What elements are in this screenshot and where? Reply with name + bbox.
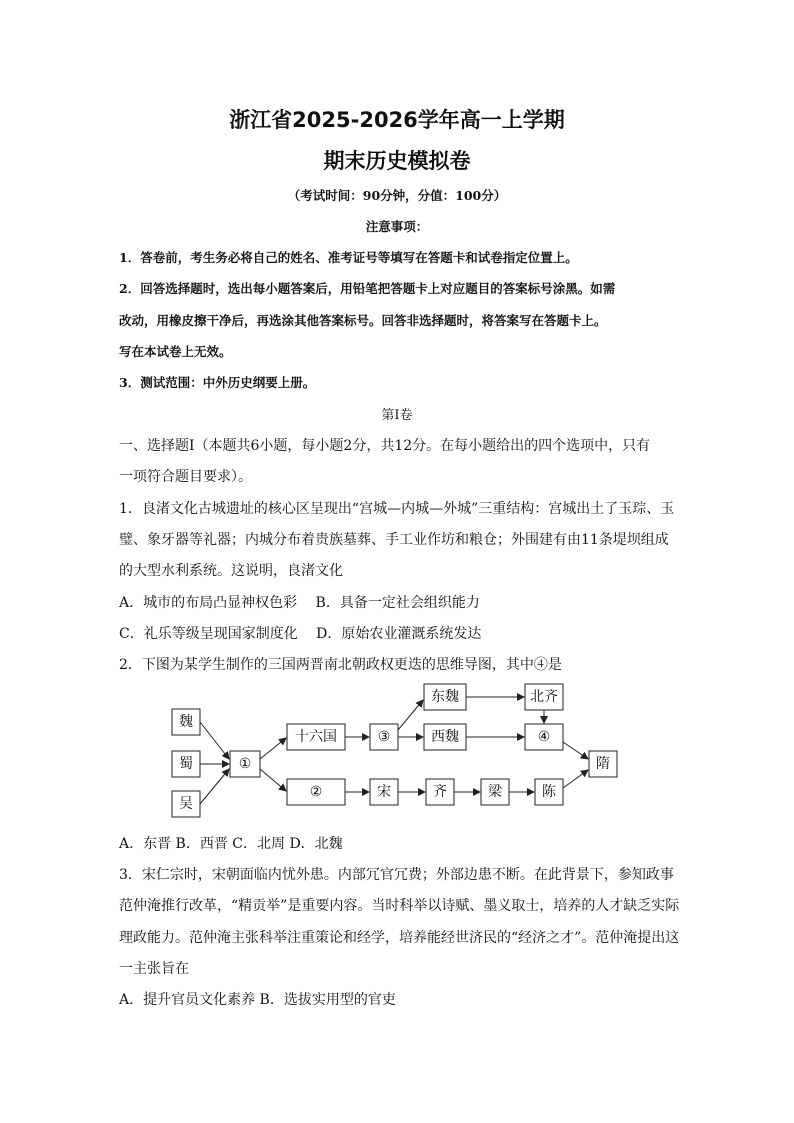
arrow-chen-sui — [563, 770, 588, 788]
q1-options-cd: C．礼乐等级呈现国家制度化 D．原始农业灌溉系统发达 — [119, 626, 482, 642]
section-title: 第Ⅰ卷 — [381, 408, 413, 423]
label-liang: 梁 — [488, 784, 502, 800]
section-intro-line2: 一项符合题目要求）。 — [119, 469, 252, 485]
label-n2: ② — [309, 784, 323, 800]
label-chen: 陈 — [542, 784, 556, 800]
q3-stem-line4: 一主张旨在 — [119, 961, 189, 977]
label-wu: 吴 — [179, 796, 193, 812]
label-wei: 魏 — [179, 714, 193, 730]
arrow-wei-n1 — [200, 722, 229, 759]
exam-title-line1: 浙江省2025-2026学年高一上学期 — [229, 108, 565, 132]
label-sixteen: 十六国 — [295, 729, 337, 745]
q2-options: A．东晋 B．西晋 C．北周 D．北魏 — [119, 836, 343, 852]
exam-title-line2: 期末历史模拟卷 — [323, 149, 471, 173]
arrow-n4-sui — [563, 742, 588, 759]
label-dongwei: 东魏 — [431, 689, 459, 705]
notice-item-2-end: 写在本试卷上无效。 — [119, 344, 232, 359]
label-n4: ④ — [537, 729, 551, 745]
label-xiwei: 西魏 — [431, 729, 459, 745]
arrow-n3-dongwei — [398, 700, 423, 730]
label-shu: 蜀 — [179, 756, 193, 772]
q3-stem-line2: 范仲淹推行改革，“精贡举”是重要内容。当时科举以诗赋、墨义取士，培养的人才缺乏实际 — [119, 898, 680, 914]
notice-item-3: 3．测试范围：中外历史纲要上册。 — [119, 375, 316, 390]
label-qi: 齐 — [433, 784, 447, 800]
q1-options-ab: A．城市的布局凸显神权色彩 B．具备一定社会组织能力 — [119, 595, 480, 611]
label-song: 宋 — [377, 784, 391, 800]
label-sui: 隋 — [596, 756, 610, 772]
arrow-wu-n1 — [200, 769, 229, 804]
notice-item-1: 1．答卷前，考生务必将自己的姓名、准考证号等填写在答题卡和试卷指定位置上。 — [119, 250, 578, 265]
exam-info: （考试时间：90分钟，分值：100分） — [287, 188, 507, 203]
q1-stem-line1: 1．良渚文化古城遗址的核心区呈现出“宫城—内城—外城”三重结构：宫城出土了玉琮、玉 — [119, 501, 675, 517]
notice-heading: 注意事项： — [365, 219, 429, 234]
q3-options: A．提升官员文化素养 B．选拔实用型的官吏 — [119, 992, 396, 1008]
label-n1: ① — [238, 756, 252, 772]
q1-stem-line2: 璧、象牙器等礼器；内城分布着贵族墓葬、手工业作坊和粮仓；外围建有由11条堤坝组成 — [119, 532, 669, 548]
label-n3: ③ — [377, 729, 391, 745]
q3-stem-line1: 3．宋仁宗时，宋朝面临内忧外患。内部冗官冗费；外部边患不断。在此背景下，参知政事 — [119, 867, 674, 883]
q2-mind-map — [0, 680, 794, 830]
section-intro-line1: 一、选择题Ⅰ（本题共6小题，每小题2分，共12分。在每小题给出的四个选项中，只有 — [119, 438, 651, 454]
arrow-n1-n2 — [260, 769, 286, 791]
q3-stem-line3: 理政能力。范仲淹主张科举注重策论和经学，培养能经世济民的“经济之才”。范仲淹提出这 — [119, 930, 680, 946]
arrow-n1-sixteen — [260, 738, 286, 759]
notice-item-2-cont: 改动，用橡皮擦干净后，再选涂其他答案标号。回答非选择题时，将答案写在答题卡上。 — [119, 313, 607, 328]
label-beiqi: 北齐 — [530, 689, 558, 705]
notice-item-2: 2．回答选择题时，选出每小题答案后，用铅笔把答题卡上对应题目的答案标号涂黑。如需 — [119, 281, 616, 296]
q1-stem-line3: 的大型水利系统。这说明，良渚文化 — [119, 563, 343, 579]
q2-stem: 2．下图为某学生制作的三国两晋南北朝政权更迭的思维导图，其中④是 — [119, 657, 562, 673]
